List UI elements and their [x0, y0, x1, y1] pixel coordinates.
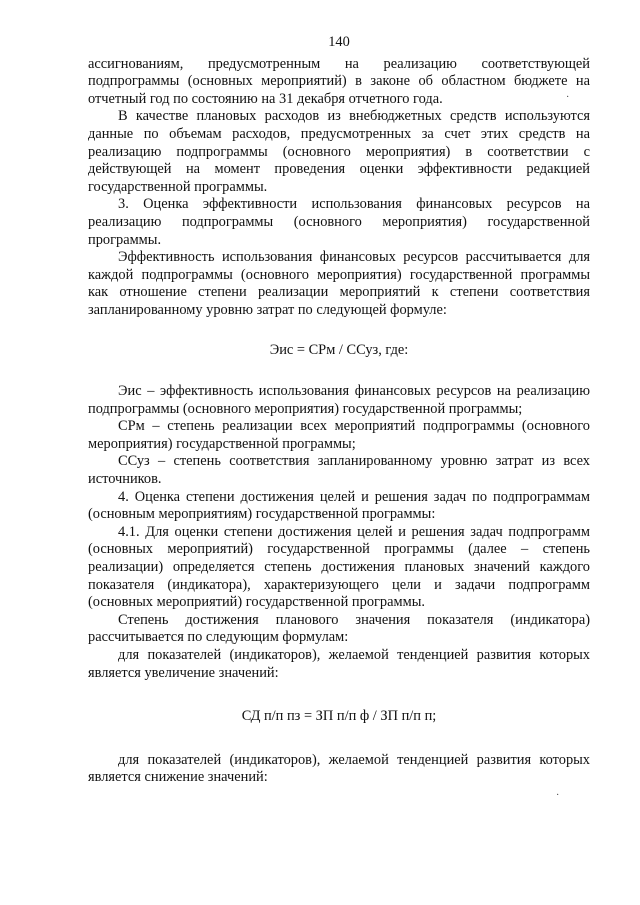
- paragraph-achievement-degree: Степень достижения планового значения показателя (индикатора) рассчитывается по следующим формулам:: [88, 611, 590, 646]
- section-4-1-paragraph: 4.1. Для оценки степени достижения целей и решения задач подпрограмм (основных мероприятий) государственной программы (далее – степень реализации) определяется степень достижения плановых значений каждого показателя (индикатора), характеризующего цели и задачи подпрограмм (основных мероприятий) государственной программы.: [88, 523, 590, 611]
- section-3-heading: 3. Оценка эффективности использования финансовых ресурсов на реализацию подпрограммы (основного мероприятия) государственной программы.: [88, 196, 590, 248]
- definition-ssuz: ССуз – степень соответствия запланированному уровню затрат из всех источников.: [88, 453, 590, 488]
- paragraph-increase-indicators: для показателей (индикаторов), желаемой тенденцией развития которых является увеличение значений:: [88, 647, 590, 681]
- definition-srm: СРм – степень реализации всех мероприятий подпрограммы (основного мероприятия) государственной программы;: [88, 418, 590, 452]
- definition-eis: Эис – эффективность использования финансовых ресурсов на реализацию подпрограммы (основного мероприятия) государственной программы;: [88, 383, 590, 417]
- scan-speck: ·: [566, 92, 570, 103]
- document-page: [88, 34, 590, 787]
- paragraph-decrease-indicators: для показателей (индикаторов), желаемой тенденцией развития которых является снижение значений:: [88, 751, 590, 786]
- page-number: 140: [328, 34, 350, 50]
- formula-efficiency: Эис = СРм / ССуз, где:: [269, 341, 409, 358]
- formula-achievement-increase: СД п/п пз = ЗП п/п ф / ЗП п/п п;: [241, 708, 437, 725]
- paragraph-efficiency-definition: Эффективность использования финансовых ресурсов рассчитывается для каждой подпрограммы (основного мероприятия) государственной программы как отношение степени реализации мероприятий к степени соответствия запланированному уровню затрат по следующей формуле:: [88, 249, 590, 318]
- paragraph-budget-allocations: ассигнованиям, предусмотренным на реализацию соответствующей подпрограммы (основных мероприятий) в законе об областном бюджете на отчетный год по состоянию на 31 декабря отчетного года.: [88, 55, 590, 107]
- section-4-heading: 4. Оценка степени достижения целей и решения задач по подпрограммам (основным мероприятиям) государственной программы:: [88, 488, 590, 523]
- paragraph-planned-expenses: В качестве плановых расходов из внебюджетных средств используются данные по объемам расходов, предусмотренных за счет этих средств на реализацию подпрограммы (основного мероприятия) в соответствии с действующей на момент проведения оценки эффективности редакцией государственной программы.: [88, 108, 590, 195]
- scan-speck: ·: [556, 790, 560, 801]
